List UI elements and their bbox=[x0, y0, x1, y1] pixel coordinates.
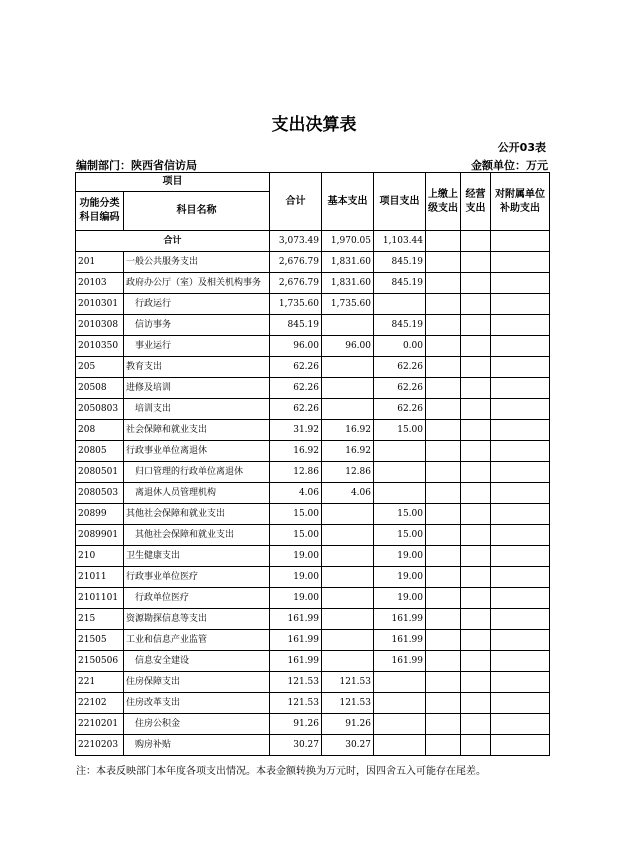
row-code: 2080501 bbox=[76, 462, 124, 483]
header-subsidy: 对附属单位补助支出 bbox=[491, 173, 550, 231]
row-project: 845.19 bbox=[374, 273, 426, 294]
row-code: 2080503 bbox=[76, 483, 124, 504]
row-upper bbox=[426, 420, 461, 441]
footnote: 注：本表反映部门本年度各项支出情况。本表金额转换为万元时，因四舍五入可能存在尾差。 bbox=[76, 766, 486, 777]
row-subsidy bbox=[491, 462, 550, 483]
row-business bbox=[461, 588, 491, 609]
row-business bbox=[461, 714, 491, 735]
row-project: 19.00 bbox=[374, 546, 426, 567]
row-upper bbox=[426, 273, 461, 294]
row-code: 2010350 bbox=[76, 336, 124, 357]
table-row bbox=[76, 714, 550, 735]
row-project: 19.00 bbox=[374, 567, 426, 588]
row-code: 2050803 bbox=[76, 399, 124, 420]
row-total: 19.00 bbox=[270, 567, 322, 588]
header-project: 项目支出 bbox=[374, 173, 426, 231]
row-upper bbox=[426, 567, 461, 588]
row-code: 2210201 bbox=[76, 714, 124, 735]
row-upper bbox=[426, 609, 461, 630]
row-business bbox=[461, 462, 491, 483]
row-code: 20899 bbox=[76, 504, 124, 525]
row-upper bbox=[426, 294, 461, 315]
table-row bbox=[76, 651, 550, 672]
row-name: 住房改革支出 bbox=[124, 693, 270, 714]
row-basic bbox=[322, 378, 374, 399]
row-basic bbox=[322, 588, 374, 609]
row-code: 210 bbox=[76, 546, 124, 567]
row-subsidy bbox=[491, 609, 550, 630]
row-upper bbox=[426, 399, 461, 420]
row-upper bbox=[426, 588, 461, 609]
table-row bbox=[76, 252, 550, 273]
form-number: 公开03表 bbox=[497, 141, 546, 154]
row-name: 社会保障和就业支出 bbox=[124, 420, 270, 441]
row-total: 30.27 bbox=[270, 735, 322, 756]
amount-unit: 金额单位：万元 bbox=[471, 159, 548, 172]
row-project: 161.99 bbox=[374, 651, 426, 672]
row-business bbox=[461, 609, 491, 630]
row-business bbox=[461, 294, 491, 315]
compiling-department: 编制部门：陕西省信访局 bbox=[76, 159, 197, 172]
row-project bbox=[374, 441, 426, 462]
row-basic: 16.92 bbox=[322, 441, 374, 462]
row-upper bbox=[426, 504, 461, 525]
row-basic: 16.92 bbox=[322, 420, 374, 441]
row-subsidy bbox=[491, 525, 550, 546]
row-subsidy bbox=[491, 567, 550, 588]
row-project: 62.26 bbox=[374, 399, 426, 420]
row-business bbox=[461, 693, 491, 714]
row-subsidy bbox=[491, 651, 550, 672]
row-name: 住房保障支出 bbox=[124, 672, 270, 693]
row-project bbox=[374, 462, 426, 483]
total-row bbox=[76, 231, 550, 252]
row-business bbox=[461, 504, 491, 525]
row-project: 62.26 bbox=[374, 378, 426, 399]
row-code: 201 bbox=[76, 252, 124, 273]
row-upper bbox=[426, 462, 461, 483]
row-upper bbox=[426, 672, 461, 693]
row-upper bbox=[426, 630, 461, 651]
row-business bbox=[461, 357, 491, 378]
row-name: 离退休人员管理机构 bbox=[124, 483, 270, 504]
row-total: 121.53 bbox=[270, 672, 322, 693]
row-name: 卫生健康支出 bbox=[124, 546, 270, 567]
row-business bbox=[461, 315, 491, 336]
row-subsidy bbox=[491, 504, 550, 525]
row-total: 62.26 bbox=[270, 378, 322, 399]
total-basic: 1,970.05 bbox=[322, 231, 374, 252]
row-code: 22102 bbox=[76, 693, 124, 714]
row-code: 21505 bbox=[76, 630, 124, 651]
row-subsidy bbox=[491, 399, 550, 420]
row-name: 购房补贴 bbox=[124, 735, 270, 756]
table-row bbox=[76, 273, 550, 294]
row-basic: 121.53 bbox=[322, 672, 374, 693]
row-subsidy bbox=[491, 252, 550, 273]
row-name: 归口管理的行政单位离退休 bbox=[124, 462, 270, 483]
row-upper bbox=[426, 735, 461, 756]
row-code: 2101101 bbox=[76, 588, 124, 609]
row-name: 信访事务 bbox=[124, 315, 270, 336]
row-name: 培训支出 bbox=[124, 399, 270, 420]
row-business bbox=[461, 735, 491, 756]
row-upper bbox=[426, 651, 461, 672]
row-basic: 121.53 bbox=[322, 693, 374, 714]
row-basic bbox=[322, 315, 374, 336]
total-business bbox=[461, 231, 491, 252]
row-subsidy bbox=[491, 357, 550, 378]
row-business bbox=[461, 546, 491, 567]
total-upper bbox=[426, 231, 461, 252]
row-basic: 1,735.60 bbox=[322, 294, 374, 315]
row-business bbox=[461, 336, 491, 357]
row-name: 其他社会保障和就业支出 bbox=[124, 504, 270, 525]
row-business bbox=[461, 651, 491, 672]
header-business: 经营支出 bbox=[461, 173, 491, 231]
row-basic bbox=[322, 609, 374, 630]
row-code: 20805 bbox=[76, 441, 124, 462]
row-project: 161.99 bbox=[374, 609, 426, 630]
header-basic: 基本支出 bbox=[322, 173, 374, 231]
row-total: 161.99 bbox=[270, 630, 322, 651]
row-subsidy bbox=[491, 714, 550, 735]
row-subsidy bbox=[491, 294, 550, 315]
table-row bbox=[76, 420, 550, 441]
row-code: 2210203 bbox=[76, 735, 124, 756]
row-subsidy bbox=[491, 315, 550, 336]
row-subsidy bbox=[491, 483, 550, 504]
row-project: 845.19 bbox=[374, 315, 426, 336]
header-upper: 上缴上级支出 bbox=[426, 173, 461, 231]
row-project bbox=[374, 294, 426, 315]
row-upper bbox=[426, 357, 461, 378]
row-code: 205 bbox=[76, 357, 124, 378]
row-subsidy bbox=[491, 273, 550, 294]
row-code: 208 bbox=[76, 420, 124, 441]
table-row bbox=[76, 525, 550, 546]
table-row bbox=[76, 462, 550, 483]
row-basic bbox=[322, 546, 374, 567]
total-label: 合计 bbox=[76, 231, 270, 252]
row-name: 一般公共服务支出 bbox=[124, 252, 270, 273]
row-total: 91.26 bbox=[270, 714, 322, 735]
row-total: 96.00 bbox=[270, 336, 322, 357]
row-upper bbox=[426, 546, 461, 567]
table-row bbox=[76, 588, 550, 609]
row-project: 15.00 bbox=[374, 525, 426, 546]
table-row bbox=[76, 504, 550, 525]
row-project: 161.99 bbox=[374, 630, 426, 651]
row-business bbox=[461, 525, 491, 546]
row-upper bbox=[426, 336, 461, 357]
total-project: 1,103.44 bbox=[374, 231, 426, 252]
row-total: 62.26 bbox=[270, 399, 322, 420]
row-business bbox=[461, 252, 491, 273]
row-upper bbox=[426, 714, 461, 735]
row-name: 其他社会保障和就业支出 bbox=[124, 525, 270, 546]
header-code: 功能分类科目编码 bbox=[76, 192, 124, 231]
table-row bbox=[76, 399, 550, 420]
row-upper bbox=[426, 525, 461, 546]
header-item: 项目 bbox=[76, 173, 270, 192]
row-subsidy bbox=[491, 378, 550, 399]
row-business bbox=[461, 378, 491, 399]
table-row bbox=[76, 609, 550, 630]
row-total: 15.00 bbox=[270, 504, 322, 525]
row-total: 2,676.79 bbox=[270, 273, 322, 294]
row-name: 行政运行 bbox=[124, 294, 270, 315]
row-code: 20103 bbox=[76, 273, 124, 294]
row-business bbox=[461, 483, 491, 504]
row-basic: 1,831.60 bbox=[322, 273, 374, 294]
row-total: 845.19 bbox=[270, 315, 322, 336]
row-basic: 30.27 bbox=[322, 735, 374, 756]
row-basic bbox=[322, 504, 374, 525]
row-project bbox=[374, 483, 426, 504]
row-total: 19.00 bbox=[270, 588, 322, 609]
row-total: 62.26 bbox=[270, 357, 322, 378]
row-total: 16.92 bbox=[270, 441, 322, 462]
row-project: 15.00 bbox=[374, 420, 426, 441]
table-row bbox=[76, 357, 550, 378]
row-total: 121.53 bbox=[270, 693, 322, 714]
expenditure-table bbox=[75, 172, 550, 756]
row-subsidy bbox=[491, 735, 550, 756]
row-project: 0.00 bbox=[374, 336, 426, 357]
row-business bbox=[461, 630, 491, 651]
row-upper bbox=[426, 693, 461, 714]
row-code: 21011 bbox=[76, 567, 124, 588]
row-name: 政府办公厅（室）及相关机构事务 bbox=[124, 273, 270, 294]
row-basic bbox=[322, 630, 374, 651]
row-total: 4.06 bbox=[270, 483, 322, 504]
table-row bbox=[76, 336, 550, 357]
row-upper bbox=[426, 315, 461, 336]
row-total: 12.86 bbox=[270, 462, 322, 483]
row-name: 信息安全建设 bbox=[124, 651, 270, 672]
row-project bbox=[374, 672, 426, 693]
row-business bbox=[461, 420, 491, 441]
row-basic bbox=[322, 525, 374, 546]
row-name: 行政事业单位离退休 bbox=[124, 441, 270, 462]
row-subsidy bbox=[491, 693, 550, 714]
row-subsidy bbox=[491, 672, 550, 693]
row-project: 19.00 bbox=[374, 588, 426, 609]
row-basic: 12.86 bbox=[322, 462, 374, 483]
row-total: 15.00 bbox=[270, 525, 322, 546]
table-row bbox=[76, 294, 550, 315]
row-name: 行政事业单位医疗 bbox=[124, 567, 270, 588]
row-code: 2150506 bbox=[76, 651, 124, 672]
row-project bbox=[374, 693, 426, 714]
table-row bbox=[76, 672, 550, 693]
row-basic bbox=[322, 567, 374, 588]
row-name: 资源勘探信息等支出 bbox=[124, 609, 270, 630]
row-total: 31.92 bbox=[270, 420, 322, 441]
row-total: 1,735.60 bbox=[270, 294, 322, 315]
row-business bbox=[461, 672, 491, 693]
row-project: 62.26 bbox=[374, 357, 426, 378]
table-row bbox=[76, 315, 550, 336]
table-row bbox=[76, 567, 550, 588]
row-upper bbox=[426, 441, 461, 462]
row-code: 221 bbox=[76, 672, 124, 693]
row-project: 845.19 bbox=[374, 252, 426, 273]
row-basic bbox=[322, 399, 374, 420]
row-upper bbox=[426, 378, 461, 399]
row-name: 教育支出 bbox=[124, 357, 270, 378]
total-total: 3,073.49 bbox=[270, 231, 322, 252]
row-subsidy bbox=[491, 336, 550, 357]
row-subsidy bbox=[491, 441, 550, 462]
row-subsidy bbox=[491, 630, 550, 651]
table-row bbox=[76, 693, 550, 714]
row-basic: 1,831.60 bbox=[322, 252, 374, 273]
row-upper bbox=[426, 483, 461, 504]
row-name: 进修及培训 bbox=[124, 378, 270, 399]
row-total: 2,676.79 bbox=[270, 252, 322, 273]
row-total: 161.99 bbox=[270, 609, 322, 630]
row-name: 住房公积金 bbox=[124, 714, 270, 735]
table-row bbox=[76, 483, 550, 504]
row-subsidy bbox=[491, 420, 550, 441]
row-basic bbox=[322, 651, 374, 672]
row-code: 20508 bbox=[76, 378, 124, 399]
table-row bbox=[76, 378, 550, 399]
row-project: 15.00 bbox=[374, 504, 426, 525]
row-business bbox=[461, 399, 491, 420]
table-row bbox=[76, 630, 550, 651]
row-total: 161.99 bbox=[270, 651, 322, 672]
row-code: 2089901 bbox=[76, 525, 124, 546]
row-business bbox=[461, 441, 491, 462]
row-business bbox=[461, 273, 491, 294]
row-total: 19.00 bbox=[270, 546, 322, 567]
row-upper bbox=[426, 252, 461, 273]
row-basic: 91.26 bbox=[322, 714, 374, 735]
header-name: 科目名称 bbox=[124, 192, 270, 231]
table-row bbox=[76, 546, 550, 567]
row-subsidy bbox=[491, 546, 550, 567]
row-name: 行政单位医疗 bbox=[124, 588, 270, 609]
row-business bbox=[461, 567, 491, 588]
table-row bbox=[76, 441, 550, 462]
row-basic bbox=[322, 357, 374, 378]
row-code: 2010301 bbox=[76, 294, 124, 315]
table-row bbox=[76, 735, 550, 756]
row-project bbox=[374, 714, 426, 735]
row-name: 事业运行 bbox=[124, 336, 270, 357]
row-code: 215 bbox=[76, 609, 124, 630]
header-total: 合计 bbox=[270, 173, 322, 231]
row-project bbox=[374, 735, 426, 756]
row-basic: 96.00 bbox=[322, 336, 374, 357]
row-code: 2010308 bbox=[76, 315, 124, 336]
page-title: 支出决算表 bbox=[271, 115, 357, 135]
total-subsidy bbox=[491, 231, 550, 252]
row-name: 工业和信息产业监管 bbox=[124, 630, 270, 651]
row-subsidy bbox=[491, 588, 550, 609]
row-basic: 4.06 bbox=[322, 483, 374, 504]
